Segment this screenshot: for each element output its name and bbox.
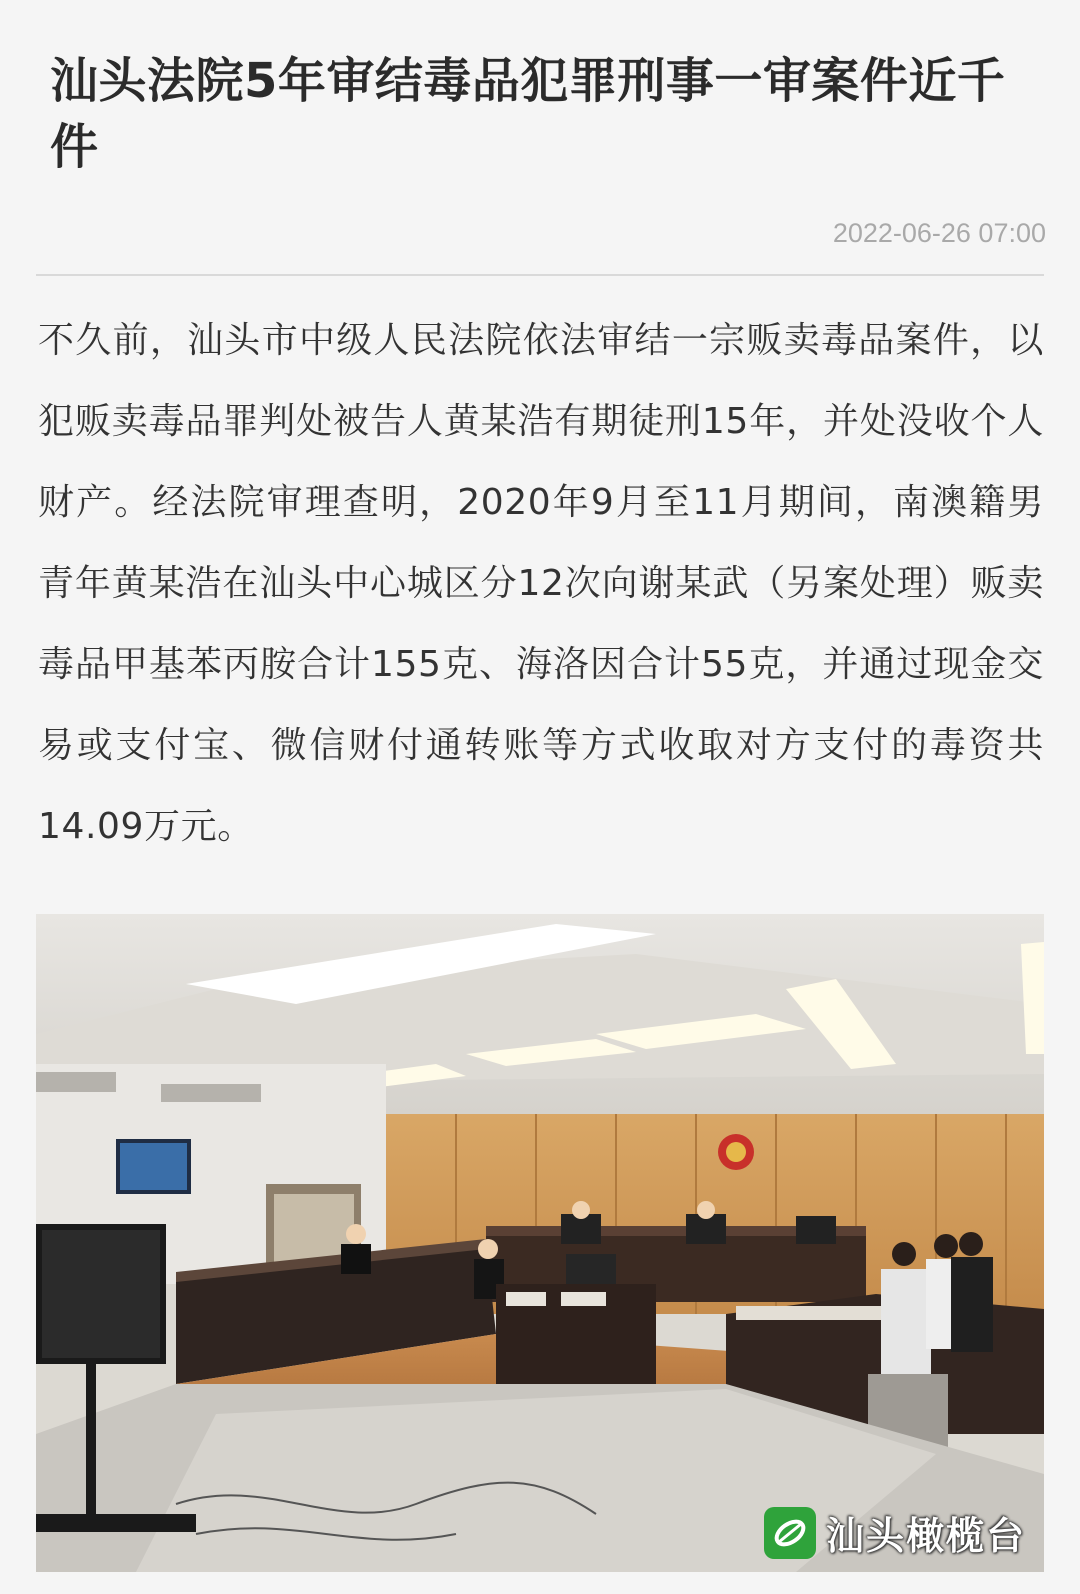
watermark-text: 汕头橄榄台 <box>825 1514 1026 1558</box>
courtroom-illustration <box>36 914 1044 1572</box>
article-body: 不久前，汕头市中级人民法院依法审结一宗贩卖毒品案件，以犯贩卖毒品罪判处被告人黄某浩有期徒刑15年，并处没收个人财产。经法院审理查明，2020年9月至11月期间，南澳籍男青年黄某浩在汕头中心城区分12次向谢某武（另案处理）贩卖毒品甲基苯丙胺合计155克、海洛因合计55克，并通过现金交易或支付宝、微信财付通转账等方式收取对方支付的毒资共14.09万元。 <box>38 320 1044 847</box>
watermark <box>764 1505 1026 1560</box>
article-title: 汕头法院5年审结毒品犯罪刑事一审案件近千件 <box>50 53 1006 175</box>
courtroom-photo[interactable] <box>36 914 1044 1572</box>
publish-date: 2022-06-26 07:00 <box>832 218 1046 248</box>
divider <box>36 274 1044 276</box>
olive-leaf-icon <box>764 1507 816 1559</box>
